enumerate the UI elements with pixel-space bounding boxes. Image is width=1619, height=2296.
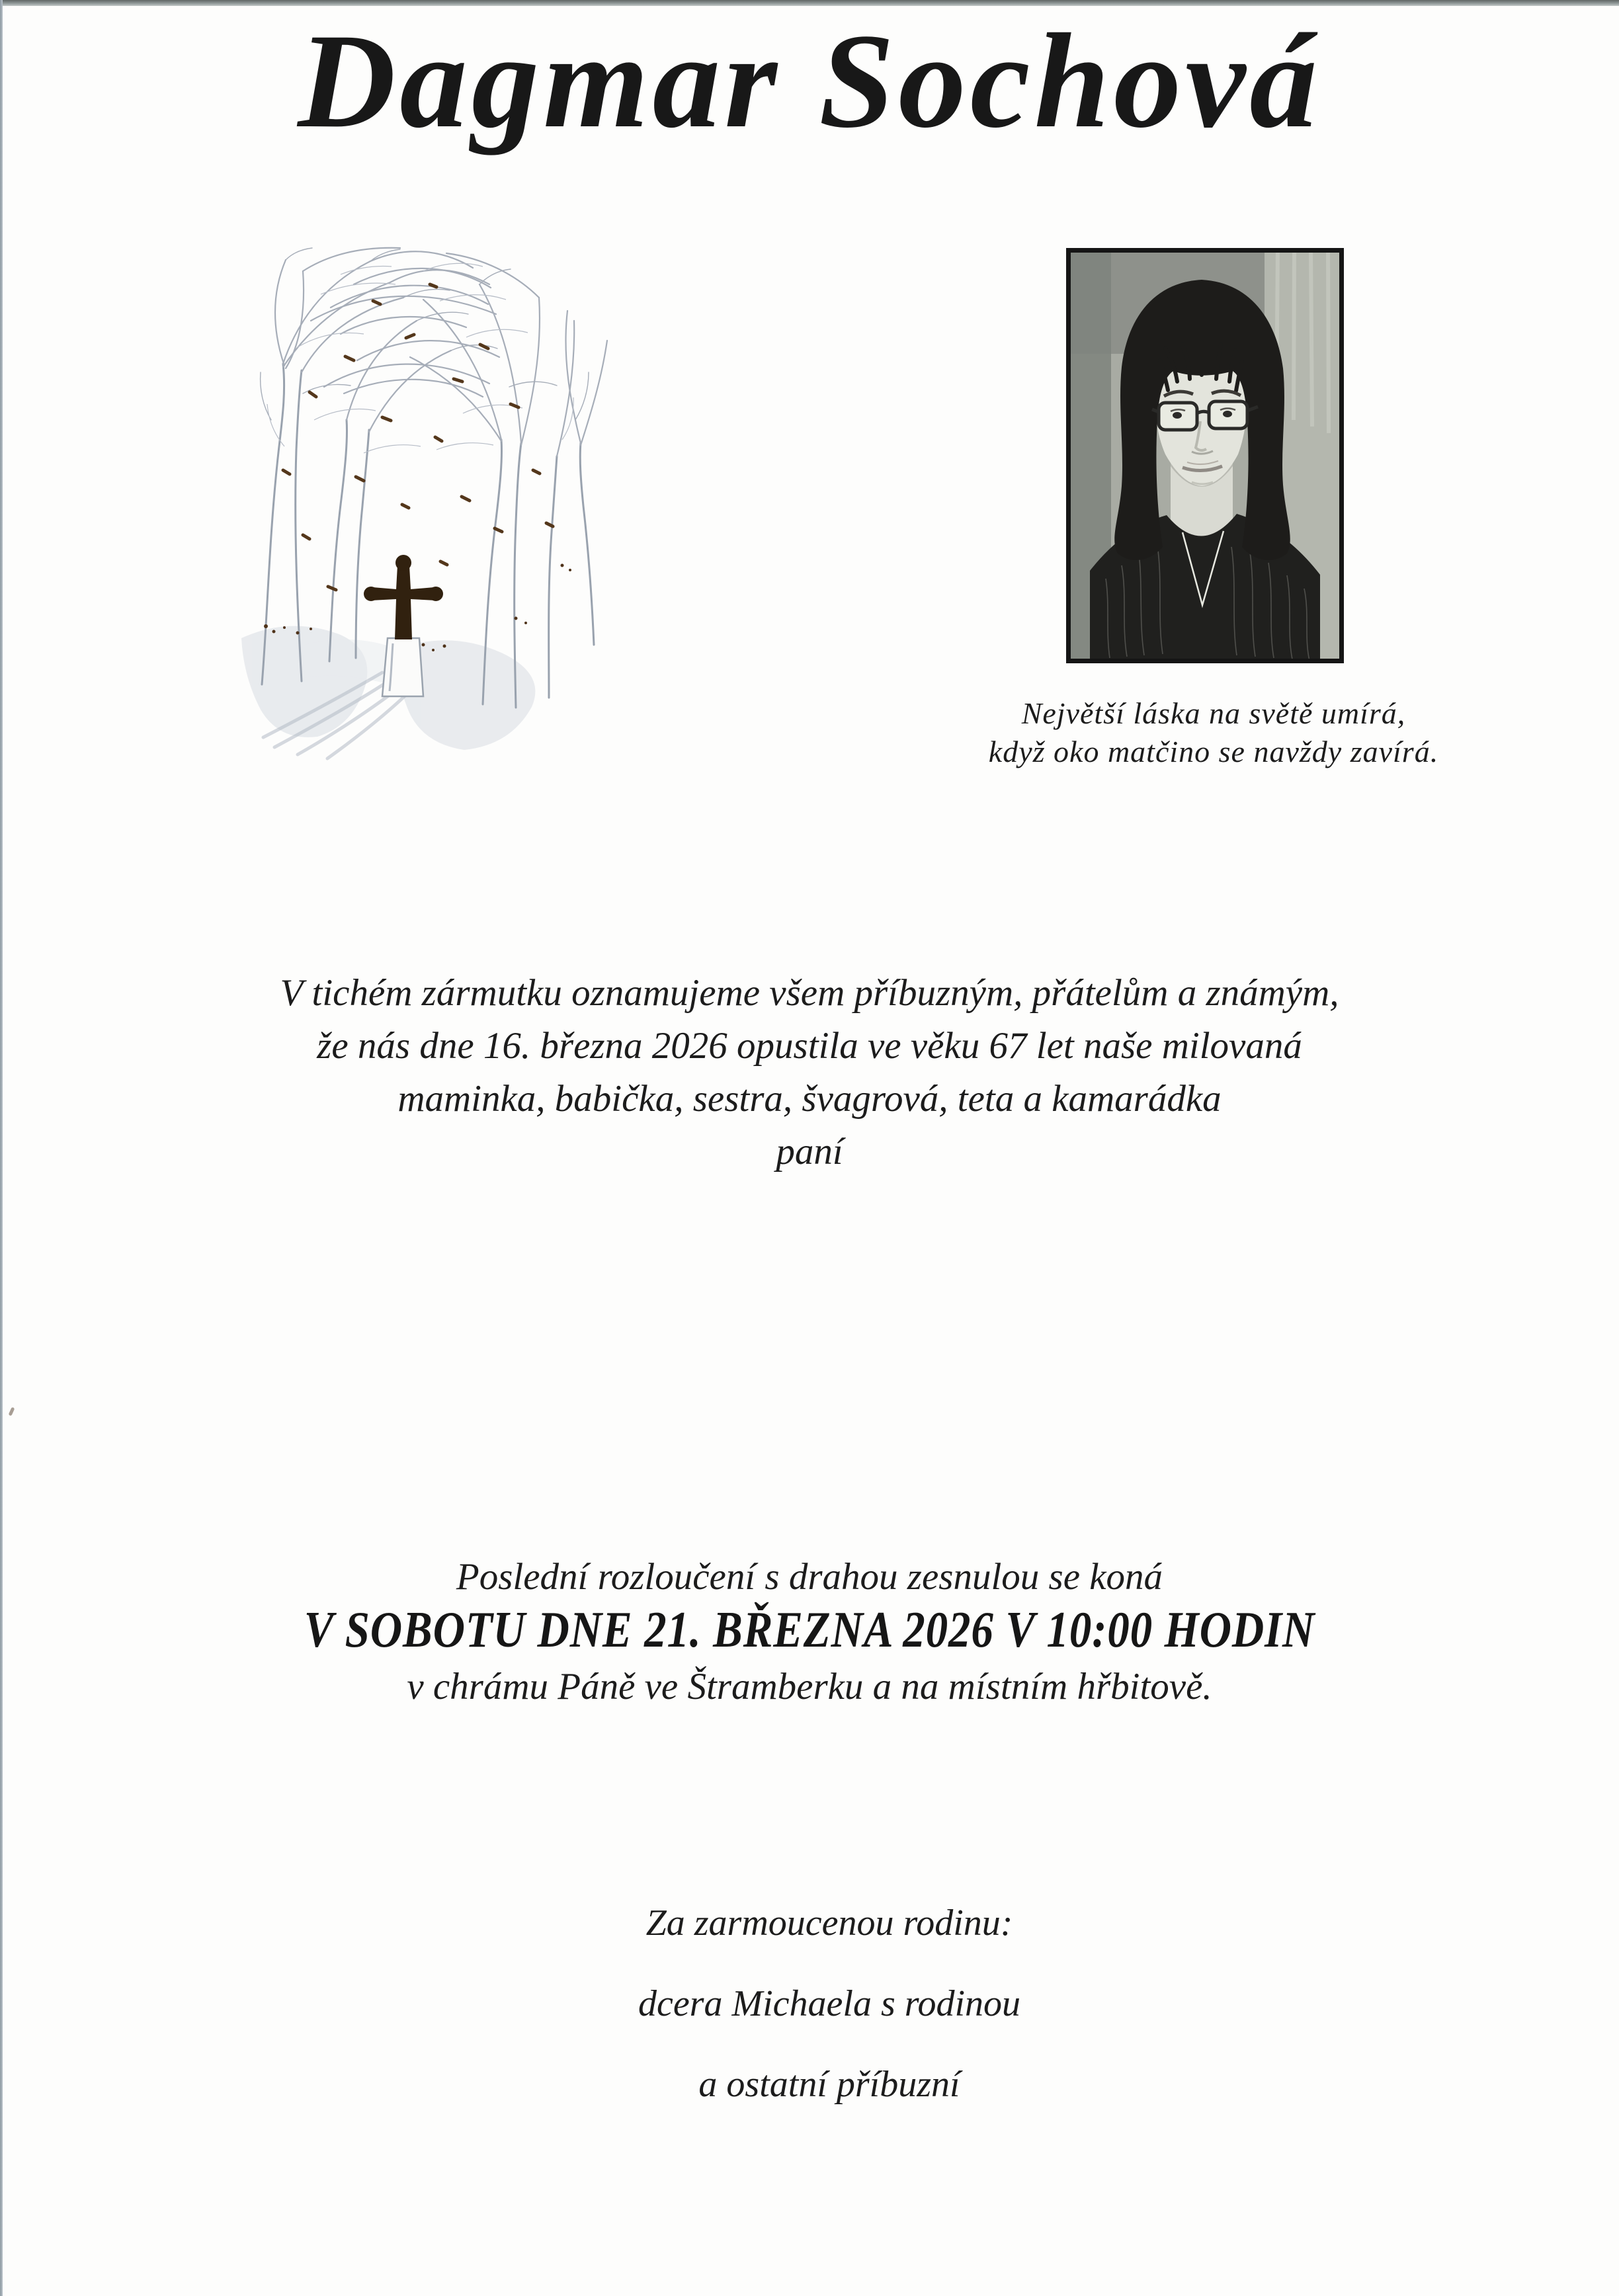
scan-speck	[9, 1407, 15, 1416]
cross-icon	[364, 555, 443, 639]
closing-family-label: Za zarmoucenou rodinu:	[645, 1903, 1013, 1944]
announcement-text	[0, 967, 1619, 1178]
funeral-place-line: v chrámu Páně ve Štramberku a na místním hřbitově.	[407, 1666, 1212, 1707]
announcement-line-2: že nás dne 16. března 2026 opustila ve věku 67 let naše milovaná	[317, 1025, 1302, 1067]
announcement-line-1: V tichém zármutku oznamujeme všem příbuzným, přátelům a známým,	[280, 972, 1339, 1014]
portrait-photo	[1066, 248, 1344, 663]
deceased-name: Dagmar Sochová	[298, 6, 1321, 156]
scan-edge-top	[0, 0, 1619, 6]
funeral-date-line: V SOBOTU DNE 21. BŘEZNA 2026 V 10:00 HODIN	[304, 1601, 1315, 1658]
quote-line-1: Největší láska na světě umírá,	[1021, 696, 1406, 730]
closing-relatives-line: a ostatní příbuzní	[698, 2064, 960, 2105]
announcement-line-4: paní	[776, 1131, 843, 1172]
funeral-intro-line: Poslední rozloučení s drahou zesnulou se koná	[456, 1556, 1163, 1598]
announcement-line-3: maminka, babička, sestra, švagrová, teta a kamarádka	[397, 1078, 1222, 1120]
trees-cross-illustration-icon	[205, 222, 628, 764]
closing-daughter-line: dcera Michaela s rodinou	[638, 1983, 1021, 2024]
memorial-quote	[808, 694, 1619, 771]
quote-line-2: když oko matčino se navždy zavírá.	[988, 735, 1439, 768]
